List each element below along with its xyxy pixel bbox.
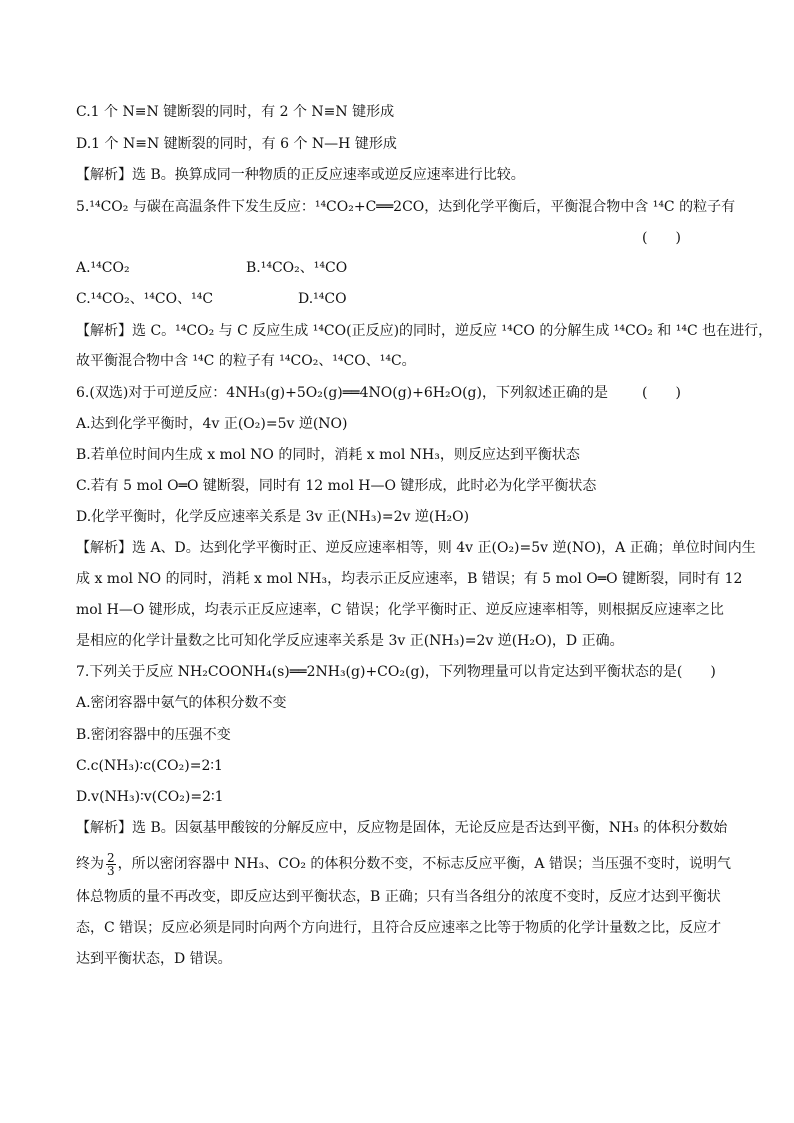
answer-5-line-1: 【解析】选 C。¹⁴CO₂ 与 C 反应生成 ¹⁴CO(正反应)的同时，逆反应 ¹⁴CO 的分解生成 ¹⁴CO₂ 和 ¹⁴C 也在进行， bbox=[76, 323, 773, 339]
question-7-option-b: B.密闭容器中的压强不变 bbox=[76, 727, 231, 743]
question-6-answer-paren: ( ) bbox=[642, 385, 681, 401]
question-5-option-b: B.¹⁴CO₂、¹⁴CO bbox=[246, 260, 348, 276]
fraction-denominator: 3 bbox=[107, 863, 115, 878]
question-4-option-d: D.1 个 N≡N 键断裂的同时，有 6 个 N—H 键形成 bbox=[76, 136, 397, 152]
question-6-stem: 6.(双选)对于可逆反应：4NH₃(g)+5O₂(g)══4NO(g)+6H₂O(g)，下列叙述正确的是 bbox=[76, 385, 608, 401]
answer-7-line-1: 【解析】选 B。因氨基甲酸铵的分解反应中，反应物是固体，无论反应是否达到平衡，NH₃ 的体积分数始 bbox=[76, 820, 728, 836]
question-6-option-b: B.若单位时间内生成 x mol NO 的同时，消耗 x mol NH₃，则反应达到平衡状态 bbox=[76, 447, 580, 463]
question-6-option-c: C.若有 5 mol O═O 键断裂，同时有 12 mol H—O 键形成，此时必为化学平衡状态 bbox=[76, 478, 597, 494]
question-7-option-a: A.密闭容器中氨气的体积分数不变 bbox=[76, 695, 287, 711]
question-4-option-c: C.1 个 N≡N 键断裂的同时，有 2 个 N≡N 键形成 bbox=[76, 104, 395, 120]
question-6-option-d: D.化学平衡时，化学反应速率关系是 3v 正(NH₃)=2v 逆(H₂O) bbox=[76, 509, 470, 525]
answer-7-line-5: 达到平衡状态，D 错误。 bbox=[76, 951, 232, 967]
question-5-option-c: C.¹⁴CO₂、¹⁴CO、¹⁴C bbox=[76, 291, 214, 307]
answer-6-line-4: 是相应的化学计量数之比可知化学反应速率关系是 3v 正(NH₃)=2v 逆(H₂O)，D 正确。 bbox=[76, 633, 624, 649]
question-5-stem: 5.¹⁴CO₂ 与碳在高温条件下发生反应：¹⁴CO₂+C══2CO，达到化学平衡后，平衡混合物中含 ¹⁴C 的粒子有 bbox=[76, 199, 736, 215]
question-6-option-a: A.达到化学平衡时，4v 正(O₂)=5v 逆(NO) bbox=[76, 416, 348, 432]
answer-4-explanation: 【解析】选 B。换算成同一种物质的正反应速率或逆反应速率进行比较。 bbox=[76, 167, 525, 183]
answer-7-line-2-prefix: 终为 bbox=[76, 856, 104, 872]
answer-6-line-2: 成 x mol NO 的同时，消耗 x mol NH₃，均表示正反应速率，B 错误；有 5 mol O═O 键断裂，同时有 12 bbox=[76, 571, 743, 587]
question-5-option-a: A.¹⁴CO₂ bbox=[76, 260, 130, 276]
answer-7-line-4: 态，C 错误；反应必须是同时向两个方向进行，且符合反应速率之比等于物质的化学计量数之比，反应才 bbox=[76, 920, 722, 936]
question-5-answer-paren: ( ) bbox=[642, 230, 681, 246]
answer-5-line-2: 故平衡混合物中含 ¹⁴C 的粒子有 ¹⁴CO₂、¹⁴CO、¹⁴C。 bbox=[76, 353, 416, 369]
question-7-stem: 7.下列关于反应 NH₂COONH₄(s)══2NH₃(g)+CO₂(g)，下列物理量可以肯定达到平衡状态的是( ) bbox=[76, 664, 716, 680]
question-7-option-c: C.c(NH₃)∶c(CO₂)=2∶1 bbox=[76, 758, 223, 774]
answer-7-line-2-rest: ，所以密闭容器中 NH₃、CO₂ 的体积分数不变，不标志反应平衡，A 错误；当压强不变时，说明气 bbox=[117, 856, 731, 872]
answer-7-line-3: 体总物质的量不再改变，即反应达到平衡状态，B 正确；只有当各组分的浓度不变时，反应才达到平衡状 bbox=[76, 889, 721, 905]
question-5-option-d: D.¹⁴CO bbox=[298, 291, 347, 307]
question-7-option-d: D.v(NH₃)∶v(CO₂)=2∶1 bbox=[76, 789, 224, 805]
answer-6-line-1: 【解析】选 A、D。达到化学平衡时正、逆反应速率相等，则 4v 正(O₂)=5v 逆(NO)，A 正确；单位时间内生 bbox=[76, 540, 756, 556]
fraction-two-thirds bbox=[106, 852, 116, 877]
answer-6-line-3: mol H—O 键形成，均表示正反应速率，C 错误；化学平衡时正、逆反应速率相等，则根据反应速率之比 bbox=[76, 602, 724, 618]
answer-7-line-2 bbox=[76, 849, 731, 879]
fraction-numerator: 2 bbox=[107, 850, 115, 865]
